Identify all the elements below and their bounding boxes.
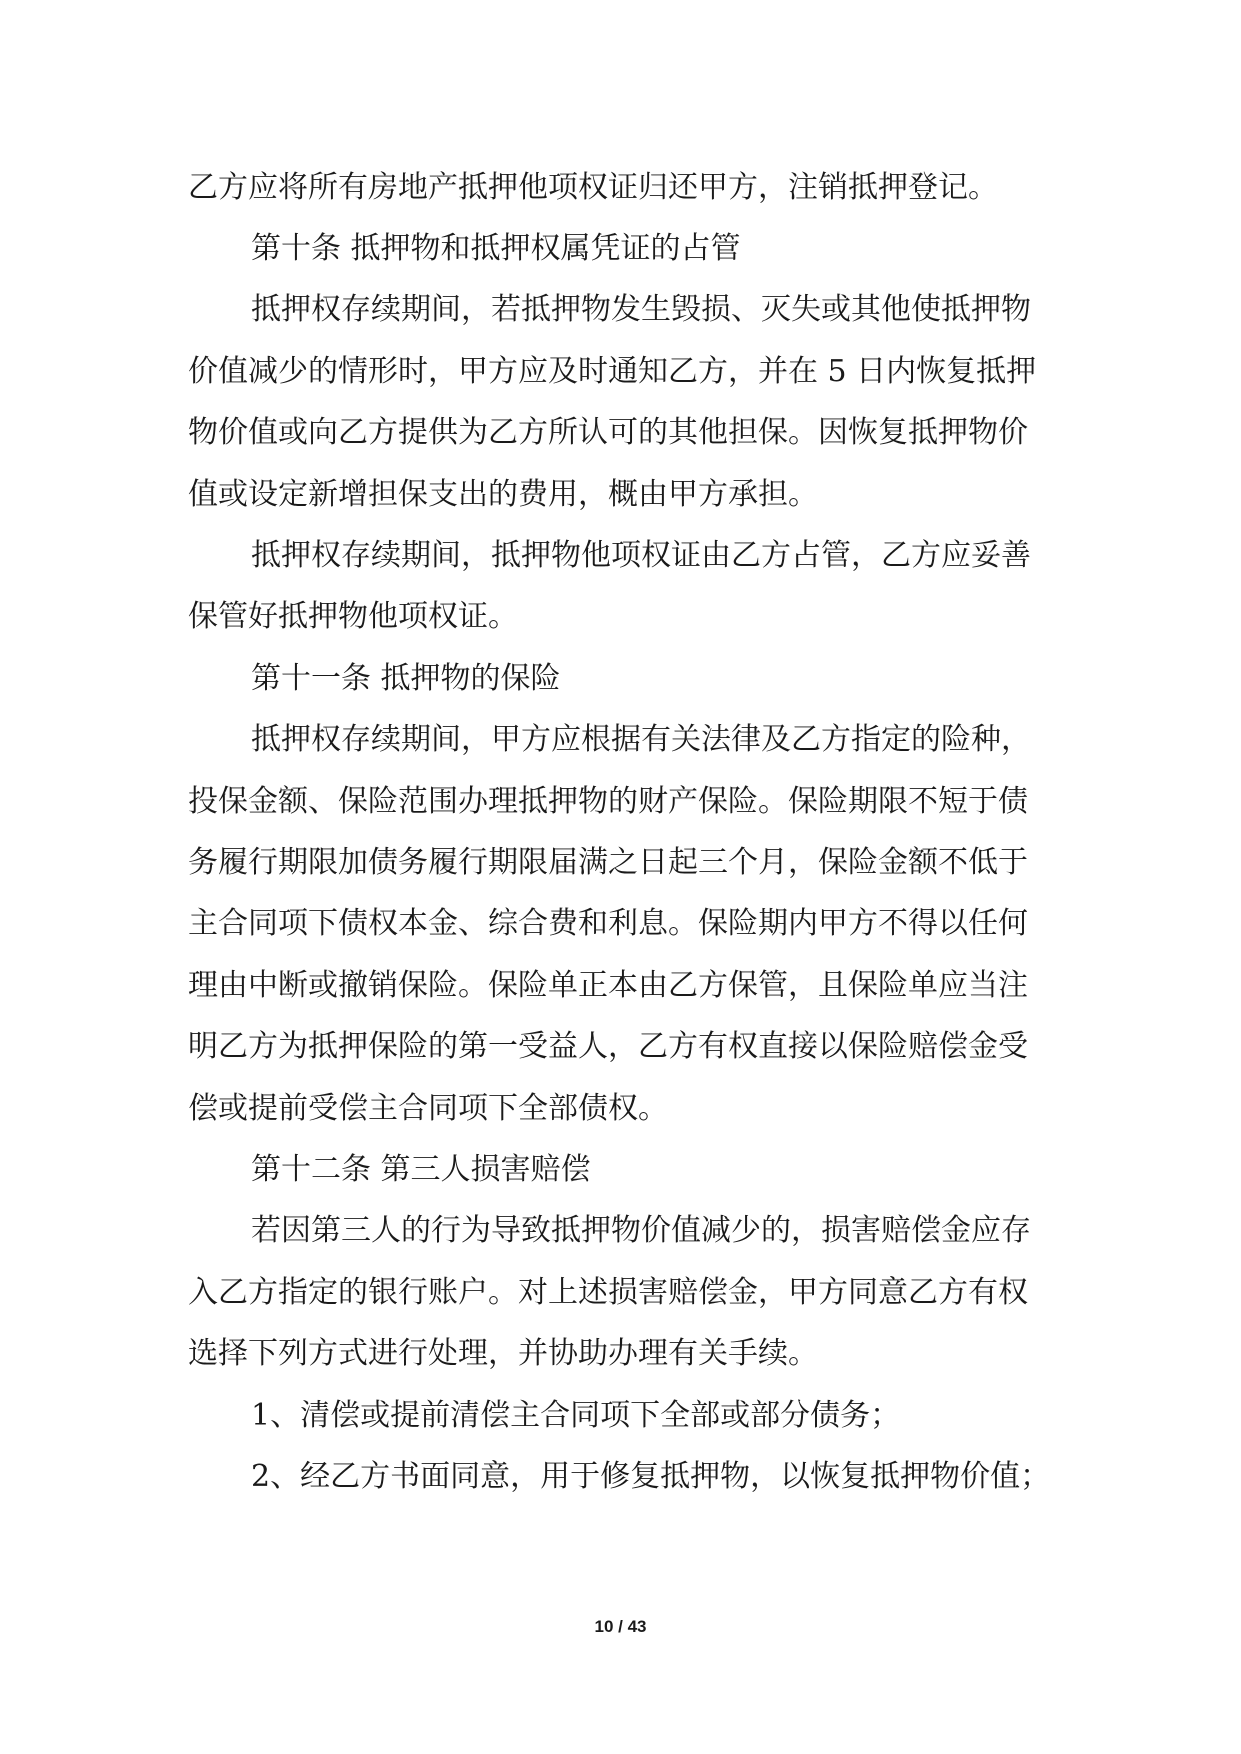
body-text-line: 选择下列方式进行处理，并协助办理有关手续。 [188,1336,818,1371]
body-text-line: 投保金额、保险范围办理抵押物的财产保险。保险期限不短于债 [188,784,1028,819]
body-text-line: 若因第三人的行为导致抵押物价值减少的，损害赔偿金应存 [251,1213,1031,1248]
body-text-line: 务履行期限加债务履行期限届满之日起三个月，保险金额不低于 [188,845,1028,880]
body-text-line: 主合同项下债权本金、综合费和利息。保险期内甲方不得以任何 [188,906,1028,941]
page-number: 10 / 43 [594,1617,647,1636]
section-heading-article-10: 第十条 抵押物和抵押权属凭证的占管 [251,231,741,266]
body-text-line: 抵押权存续期间，甲方应根据有关法律及乙方指定的险种， [251,722,1031,757]
body-text-line: 抵押权存续期间，若抵押物发生毁损、灭失或其他使抵押物 [251,292,1031,327]
body-text-line: 物价值或向乙方提供为乙方所认可的其他担保。因恢复抵押物价 [188,415,1028,450]
body-text-line: 价值减少的情形时，甲方应及时通知乙方，并在 5 日内恢复抵押 [188,354,1037,389]
body-text-line: 入乙方指定的银行账户。对上述损害赔偿金，甲方同意乙方有权 [188,1275,1028,1310]
body-text-line: 保管好抵押物他项权证。 [188,599,518,634]
body-text-line: 理由中断或撤销保险。保险单正本由乙方保管，且保险单应当注 [188,968,1028,1003]
body-text-line: 偿或提前受偿主合同项下全部债权。 [188,1091,668,1126]
section-heading-article-11: 第十一条 抵押物的保险 [251,661,561,696]
body-text-line: 抵押权存续期间，抵押物他项权证由乙方占管，乙方应妥善 [251,538,1031,573]
body-text-line: 明乙方为抵押保险的第一受益人，乙方有权直接以保险赔偿金受 [188,1029,1028,1064]
list-item: 2、经乙方书面同意，用于修复抵押物，以恢复抵押物价值； [251,1459,1051,1494]
body-text-line: 乙方应将所有房地产抵押他项权证归还甲方，注销抵押登记。 [188,170,998,205]
section-heading-article-12: 第十二条 第三人损害赔偿 [251,1152,591,1187]
list-item: 1、清偿或提前清偿主合同项下全部或部分债务； [251,1398,901,1433]
body-text-line: 值或设定新增担保支出的费用，概由甲方承担。 [188,477,818,512]
